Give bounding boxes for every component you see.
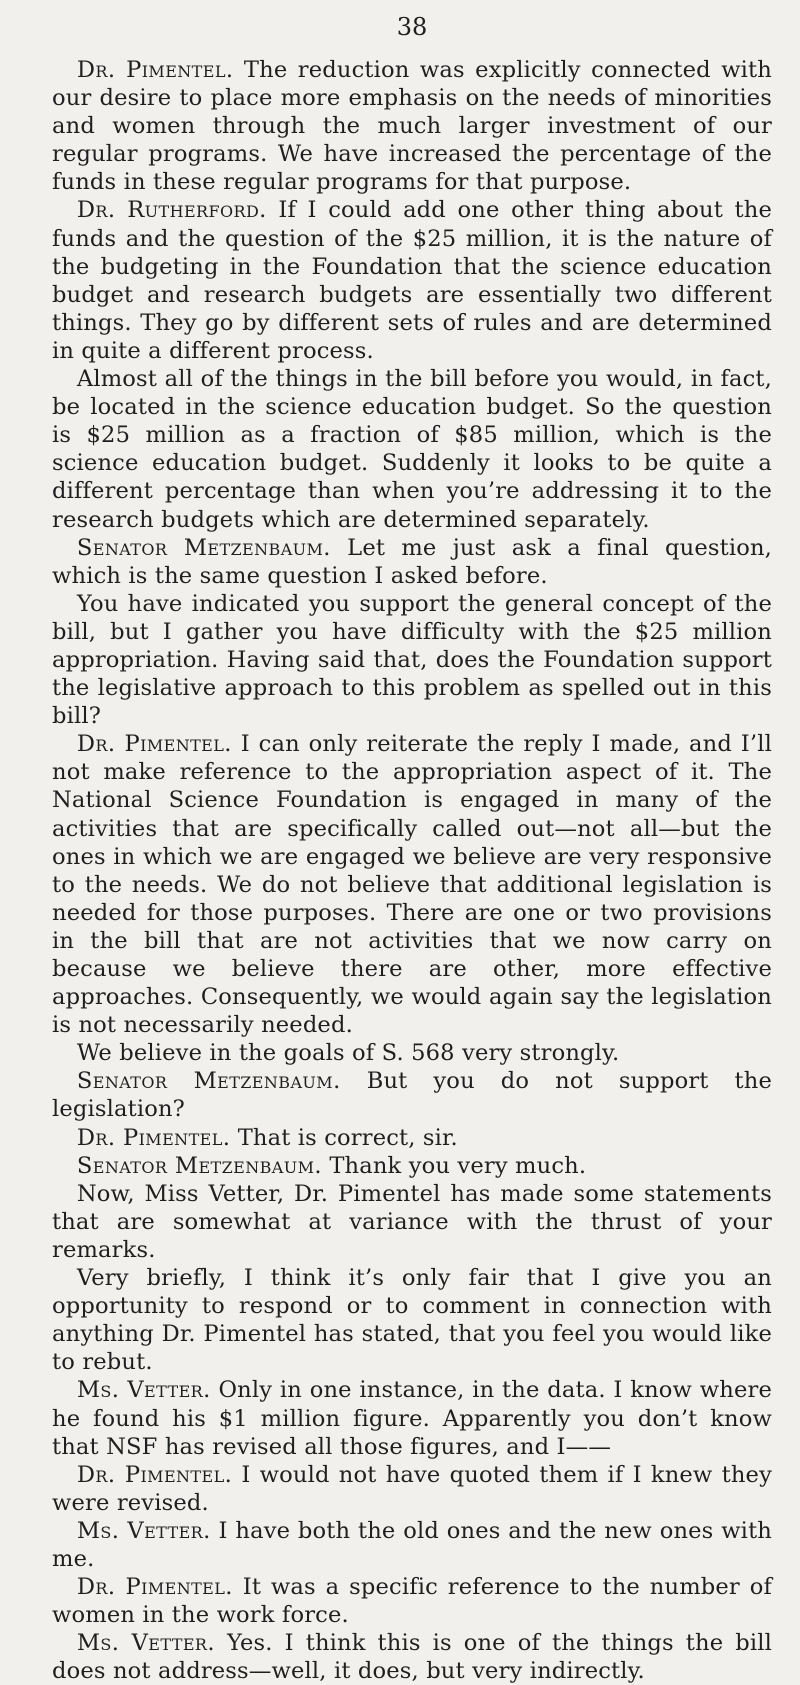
paragraph: [52, 590, 772, 730]
speaker-name: Ms. Vetter.: [76, 1377, 211, 1404]
speaker-name: Dr. Pimentel.: [76, 1461, 233, 1488]
paragraph-text: The reduction was explicitly connected with our desire to place more emphasis on the needs of minorities and women through the much larger investment of our regular programs. We have increased the percentage of the funds in these regular programs for that purpose.: [52, 57, 772, 196]
paragraph-text: Let me just ask a final question, which is the same question I asked before.: [52, 534, 772, 589]
paragraph-text: I would not have quoted them if I knew they were revised.: [52, 1461, 772, 1516]
paragraph-text: Yes. I think this is one of the things the bill does not address—well, it does, but very indirectly.: [52, 1630, 772, 1685]
paragraph-text: We believe in the goals of S. 568 very strongly.: [76, 1040, 620, 1067]
paragraph-text: Almost all of the things in the bill before you would, in fact, be located in the science education budget. So the question is $25 million as a fraction of $85 million, which is the science education budget. Suddenly it looks to be quite a different percentage than when you’re addressing it to the research budgets which are determined separately.: [52, 366, 772, 533]
speaker-name: Senator Metzenbaum.: [76, 1068, 341, 1095]
paragraph-text: You have indicated you support the general concept of the bill, but I gather you have difficulty with the $25 million appropriation. Having said that, does the Foundation support the legislative approach to this problem as spelled out in this bill?: [52, 590, 772, 730]
transcript-body: [52, 56, 772, 1685]
paragraph-text: It was a specific reference to the number of women in the work force.: [52, 1574, 772, 1629]
speaker-name: Senator Metzenbaum.: [76, 534, 331, 561]
speaker-name: Ms. Vetter.: [76, 1630, 215, 1657]
paragraph: [52, 1152, 772, 1180]
speaker-name: Dr. Pimentel.: [76, 731, 232, 758]
speaker-name: Dr. Pimentel.: [76, 57, 234, 83]
paragraph: [52, 1573, 772, 1629]
paragraph: [52, 1629, 772, 1685]
paragraph: [52, 1067, 772, 1123]
speaker-name: Dr. Rutherford.: [76, 197, 267, 224]
paragraph: [52, 56, 772, 196]
paragraph-text: Only in one instance, in the data. I know where he found his $1 million figure. Apparently you don’t know that NSF has revised all those figures, and I——: [52, 1377, 772, 1460]
page-number: 38: [396, 13, 428, 41]
paragraph: [52, 1180, 772, 1264]
paragraph-text: That is correct, sir.: [237, 1124, 458, 1151]
paragraph: [52, 1376, 772, 1460]
paragraph-text: Now, Miss Vetter, Dr. Pimentel has made some statements that are somewhat at variance with the thrust of your remarks.: [52, 1180, 772, 1263]
speaker-name: Dr. Pimentel.: [76, 1124, 231, 1151]
paragraph-text: I have both the old ones and the new ones with me.: [52, 1517, 772, 1572]
paragraph: [52, 730, 772, 1039]
speaker-name: Senator Metzenbaum.: [76, 1152, 322, 1179]
paragraph: [52, 365, 772, 534]
paragraph: [52, 196, 772, 365]
paragraph: [52, 1517, 772, 1573]
paragraph: [52, 1461, 772, 1517]
paragraph: [52, 1039, 772, 1067]
paragraph-text: Thank you very much.: [329, 1152, 587, 1179]
paragraph: [52, 1264, 772, 1376]
paragraph-text: If I could add one other thing about the funds and the question of the $25 million, it is the nature of the budgeting in the Foundation that the science education budget and research budgets are essentially two different things. They go by different sets of rules and are determined in quite a different process.: [52, 197, 772, 364]
speaker-name: Dr. Pimentel.: [76, 1574, 233, 1601]
paragraph: [52, 1124, 772, 1152]
speaker-name: Ms. Vetter.: [76, 1517, 211, 1544]
paragraph-text: I can only reiterate the reply I made, and I’ll not make reference to the appropriation aspect of it. The National Science Foundation is engaged in many of the activities that are specifically called out—not all—but the ones in which we are engaged we believe are very responsive to the needs. We do not believe that additional legislation is needed for those purposes. There are one or two provisions in the bill that are not activities that we now carry on because we believe there are other, more effective approaches. Consequently, we would again say the legislation is not necessarily needed.: [52, 731, 772, 1039]
paragraph: [52, 534, 772, 590]
paragraph-text: But you do not support the legislation?: [52, 1068, 772, 1123]
paragraph-text: Very briefly, I think it’s only fair that I give you an opportunity to respond or to comment in connection with anything Dr. Pimentel has stated, that you feel you would like to rebut.: [52, 1265, 772, 1376]
